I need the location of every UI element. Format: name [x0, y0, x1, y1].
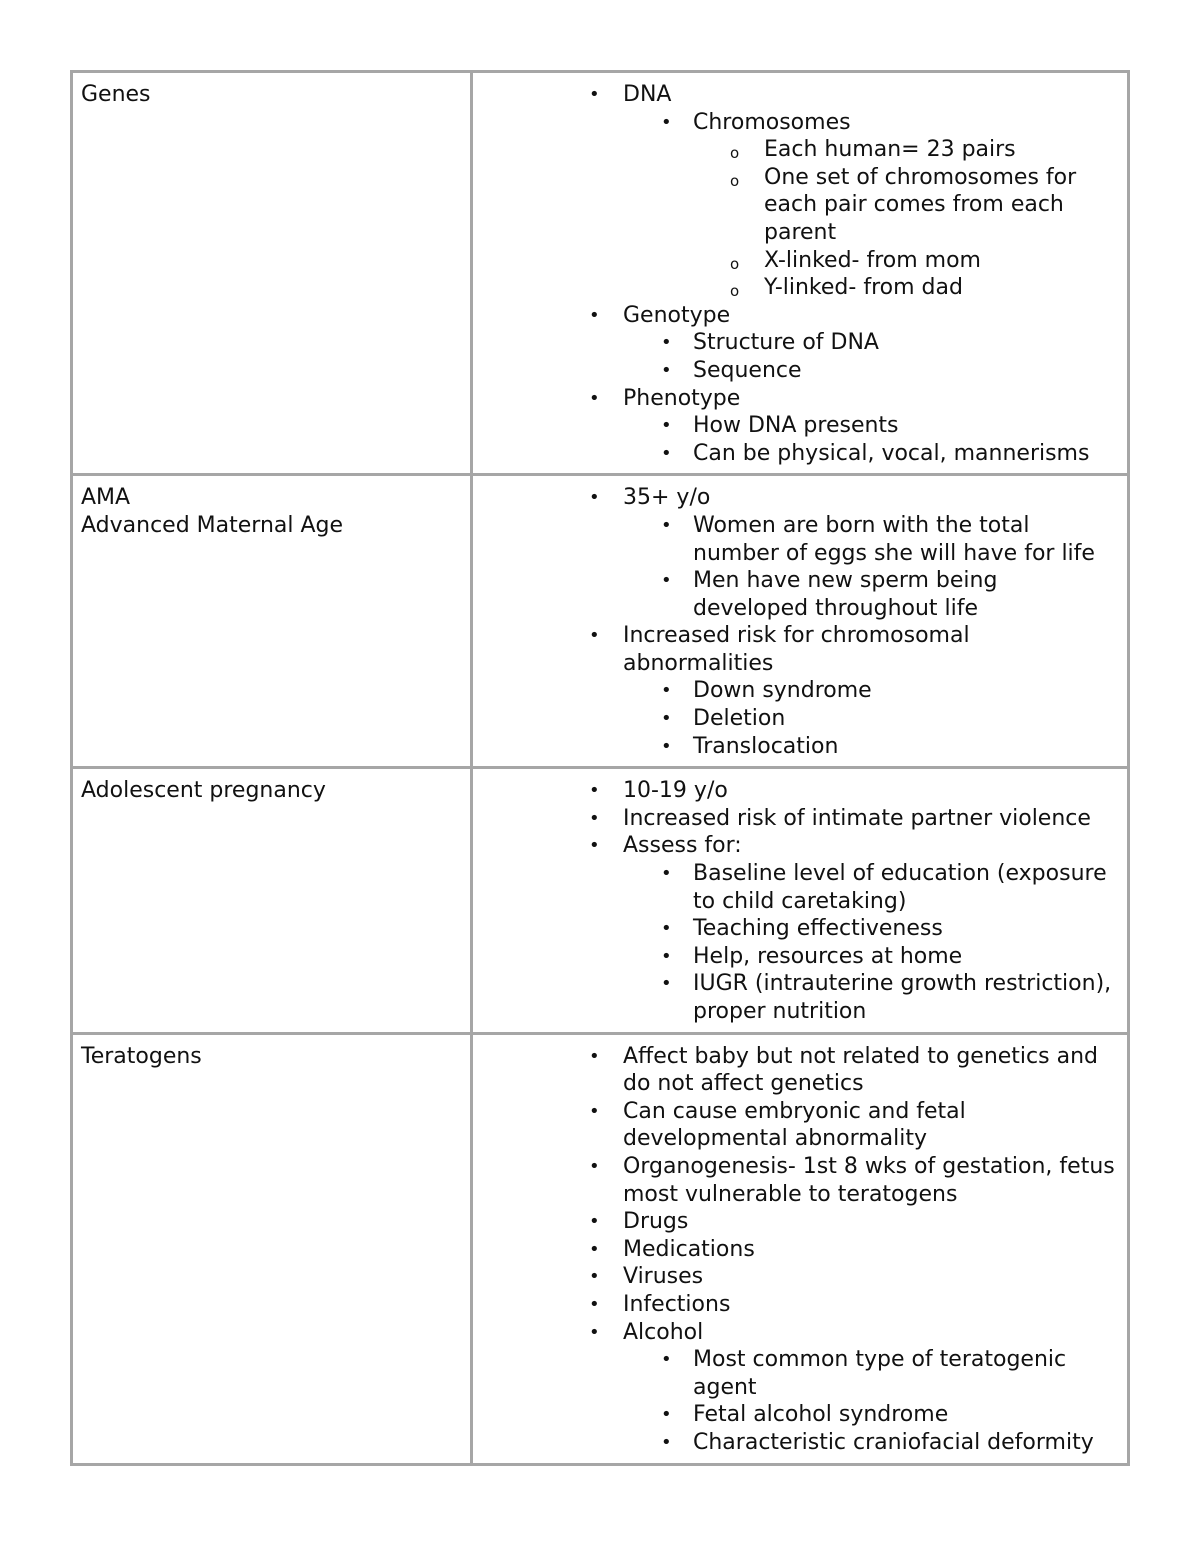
- notes-cell: [472, 1033, 1129, 1464]
- list-item: [693, 412, 1119, 440]
- list-item-text: Structure of DNA: [693, 330, 879, 356]
- list-item: [623, 302, 1119, 385]
- list-item: [764, 247, 1119, 275]
- term-cell: [72, 475, 472, 768]
- list-item: [623, 832, 1119, 1025]
- list-item: [693, 1346, 1119, 1401]
- list-item: [693, 943, 1119, 971]
- list-item-text: Phenotype: [623, 385, 741, 411]
- term-label: Advanced Maternal Age: [81, 512, 344, 538]
- list-item: [693, 677, 1119, 705]
- list-item-text: Translocation: [693, 733, 839, 759]
- list-item-text: Alcohol: [623, 1319, 704, 1345]
- term-label: Adolescent pregnancy: [81, 778, 326, 804]
- list-item: [764, 274, 1119, 302]
- notes-cell: [472, 72, 1129, 475]
- list-item-text: X-linked- from mom: [764, 247, 981, 273]
- list-item-text: Y-linked- from dad: [764, 275, 963, 301]
- list-item-text: Most common type of teratogenic agent: [693, 1347, 1067, 1400]
- bullet-list-level-1: [481, 81, 1119, 467]
- list-item-text: Medications: [623, 1236, 755, 1262]
- list-item: [693, 567, 1119, 622]
- list-item-text: Organogenesis- 1st 8 wks of gestation, fetus most vulnerable to teratogens: [623, 1153, 1115, 1207]
- list-item: [693, 329, 1119, 357]
- list-item-text: Assess for:: [623, 833, 742, 859]
- list-item-text: Genotype: [623, 302, 731, 328]
- list-item: [693, 440, 1119, 468]
- table-row: [72, 72, 1129, 475]
- bullet-list-level-1: [481, 777, 1119, 1025]
- list-item: [693, 109, 1119, 302]
- list-item: [623, 1153, 1119, 1208]
- list-item: [693, 357, 1119, 385]
- list-item: [623, 385, 1119, 468]
- list-item-text: Viruses: [623, 1264, 704, 1290]
- list-item: [764, 164, 1119, 247]
- table-row: [72, 768, 1129, 1033]
- list-item-text: Teaching effectiveness: [693, 916, 943, 942]
- list-item: [623, 1291, 1119, 1319]
- term-label: AMA: [81, 485, 131, 511]
- bullet-list-level-2: [623, 109, 1119, 302]
- notes-cell: [472, 768, 1129, 1033]
- list-item: [693, 915, 1119, 943]
- list-item: [623, 622, 1119, 760]
- bullet-list-level-3: [693, 136, 1119, 302]
- list-item-text: Men have new sperm being developed throughout life: [693, 568, 998, 621]
- term-label: Teratogens: [81, 1043, 202, 1069]
- table-row: [72, 475, 1129, 768]
- list-item: [693, 733, 1119, 761]
- bullet-list-level-2: [623, 677, 1119, 760]
- list-item: [693, 1429, 1119, 1457]
- bullet-list-level-1: [481, 484, 1119, 760]
- term-cell: [72, 768, 472, 1033]
- list-item-text: Can cause embryonic and fetal developmental abnormality: [623, 1098, 966, 1152]
- notes-cell: [472, 475, 1129, 768]
- list-item-text: Affect baby but not related to genetics and do not affect genetics: [623, 1043, 1098, 1097]
- list-item-text: Increased risk of intimate partner violence: [623, 805, 1091, 831]
- list-item-text: Baseline level of education (exposure to child caretaking): [693, 861, 1107, 914]
- list-item-text: One set of chromosomes for each pair comes from each parent: [764, 164, 1077, 245]
- list-item: [623, 805, 1119, 833]
- term-cell: [72, 1033, 472, 1464]
- notes-table-body: [72, 72, 1129, 1465]
- bullet-list-level-2: [623, 860, 1119, 1026]
- table-row: [72, 1033, 1129, 1464]
- list-item-text: Chromosomes: [693, 109, 851, 135]
- list-item-text: Drugs: [623, 1209, 689, 1235]
- list-item-text: How DNA presents: [693, 413, 899, 439]
- list-item: [693, 970, 1119, 1025]
- term-cell: [72, 72, 472, 475]
- term-label: Genes: [81, 82, 151, 107]
- list-item-text: IUGR (intrauterine growth restriction), proper nutrition: [693, 971, 1112, 1024]
- bullet-list-level-2: [623, 412, 1119, 467]
- list-item-text: Each human= 23 pairs: [764, 137, 1016, 163]
- list-item-text: Increased risk for chromosomal abnormalities: [623, 623, 970, 676]
- bullet-list-level-2: [623, 512, 1119, 622]
- list-item-text: 10-19 y/o: [623, 778, 728, 804]
- list-item-text: Deletion: [693, 706, 786, 732]
- list-item-text: Sequence: [693, 357, 802, 383]
- list-item-text: Characteristic craniofacial deformity: [693, 1429, 1094, 1455]
- list-item-text: Infections: [623, 1291, 731, 1317]
- notes-table: [70, 70, 1130, 1466]
- list-item-text: Women are born with the total number of eggs she will have for life: [693, 512, 1095, 566]
- list-item-text: 35+ y/o: [623, 485, 711, 511]
- list-item: [623, 1236, 1119, 1264]
- list-item-text: Can be physical, vocal, mannerisms: [693, 440, 1090, 466]
- list-item-text: Down syndrome: [693, 678, 872, 704]
- list-item: [693, 860, 1119, 915]
- list-item: [623, 81, 1119, 302]
- list-item: [623, 1263, 1119, 1291]
- list-item: [623, 777, 1119, 805]
- bullet-list-level-1: [481, 1043, 1119, 1457]
- list-item: [623, 1043, 1119, 1098]
- list-item: [623, 1098, 1119, 1153]
- list-item: [623, 484, 1119, 622]
- bullet-list-level-2: [623, 329, 1119, 384]
- list-item-text: Help, resources at home: [693, 943, 963, 969]
- list-item-text: Fetal alcohol syndrome: [693, 1402, 949, 1428]
- bullet-list-level-2: [623, 1346, 1119, 1456]
- list-item: [623, 1208, 1119, 1236]
- list-item: [693, 1401, 1119, 1429]
- list-item-text: DNA: [623, 82, 672, 107]
- list-item: [693, 705, 1119, 733]
- list-item: [623, 1319, 1119, 1457]
- list-item: [693, 512, 1119, 567]
- list-item: [764, 136, 1119, 164]
